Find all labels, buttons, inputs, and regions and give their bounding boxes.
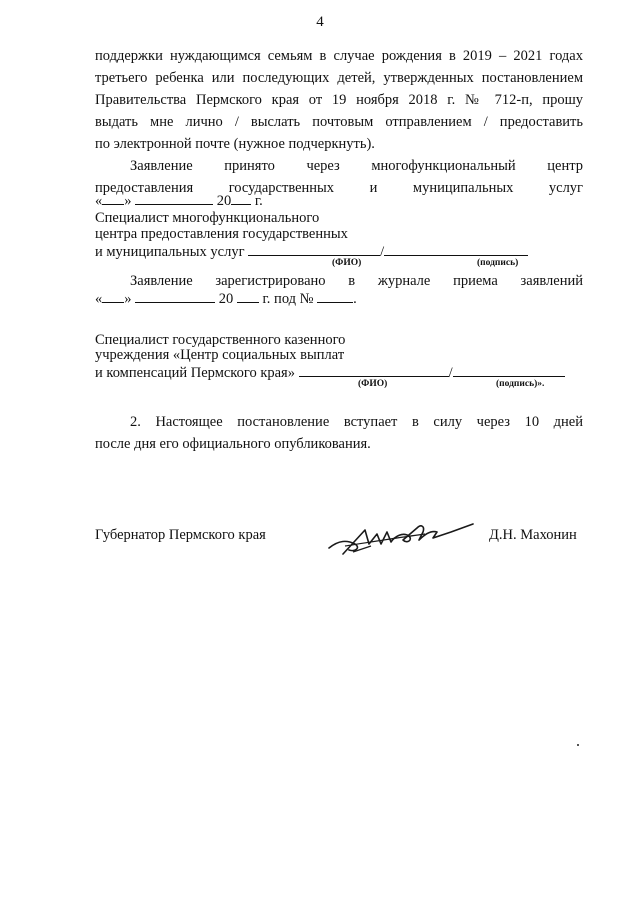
period: . bbox=[353, 291, 357, 307]
handwritten-signature bbox=[325, 510, 475, 560]
page-number: 4 bbox=[316, 14, 324, 30]
sign-blank bbox=[453, 362, 565, 377]
year-prefix: 20 bbox=[218, 291, 234, 307]
specialist1-line: центра предоставления государственных bbox=[95, 226, 348, 242]
paragraph-line: выдать мне лично / выслать почтовым отправлением / предоставить bbox=[95, 114, 583, 130]
paragraph-line: по электронной почте (нужное подчеркнуть). bbox=[95, 136, 375, 152]
year-suffix: г. bbox=[251, 193, 263, 209]
specialist2-line: и компенсаций Пермского края» bbox=[95, 365, 295, 381]
specialist1-line: и муниципальных услуг bbox=[95, 244, 245, 260]
fio-blank bbox=[248, 241, 380, 256]
day-blank bbox=[102, 288, 124, 303]
signatory-position: Губернатор Пермского края bbox=[95, 527, 266, 543]
number-blank bbox=[317, 288, 353, 303]
slash: / bbox=[448, 365, 453, 381]
paragraph-line: третьего ребенка или последующих детей, утвержденных постановлением bbox=[95, 70, 583, 86]
sign-caption: (подпись)». bbox=[496, 379, 545, 389]
accepted-line: предоставления государственных и муниципальных услуг bbox=[95, 180, 583, 196]
registered-date-field bbox=[95, 288, 583, 309]
accepted-date-field bbox=[95, 190, 583, 211]
year-blank bbox=[231, 190, 251, 205]
quote-open: « bbox=[95, 193, 103, 209]
sign-caption: (подпись) bbox=[477, 258, 519, 268]
day-blank bbox=[102, 190, 124, 205]
fio-caption: (ФИО) bbox=[332, 258, 362, 268]
quote-close: » bbox=[124, 193, 132, 209]
final-clause-line: после дня его официального опубликования. bbox=[95, 436, 371, 452]
paragraph-line: поддержки нуждающимся семьям в случае рождения в 2019 – 2021 годах bbox=[95, 48, 583, 64]
final-clause-line: 2. Настоящее постановление вступает в силу через 10 дней bbox=[130, 414, 583, 430]
accepted-line: Заявление принято через многофункциональный центр bbox=[130, 158, 583, 174]
specialist2-line: Специалист государственного казенного bbox=[95, 332, 346, 348]
month-blank bbox=[135, 190, 213, 205]
specialist2-line: учреждения «Центр социальных выплат bbox=[95, 347, 345, 363]
registered-line: Заявление зарегистрировано в журнале приема заявлений bbox=[130, 273, 583, 289]
year-prefix: 20 bbox=[216, 193, 232, 209]
quote-open: « bbox=[95, 291, 103, 307]
slash: / bbox=[380, 244, 385, 260]
specialist1-line: Специалист многофункционального bbox=[95, 210, 320, 226]
paragraph-line: Правительства Пермского края от 19 ноября 2018 г. № 712-п, прошу bbox=[95, 92, 583, 108]
year-blank bbox=[237, 288, 259, 303]
fio-blank bbox=[299, 362, 449, 377]
quote-close: » bbox=[124, 291, 132, 307]
signatory-name: Д.Н. Махонин bbox=[489, 527, 577, 543]
scan-speck bbox=[577, 744, 579, 746]
month-blank bbox=[135, 288, 215, 303]
sign-blank bbox=[384, 241, 528, 256]
year-suffix: г. под № bbox=[262, 291, 314, 307]
fio-caption: (ФИО) bbox=[358, 379, 388, 389]
